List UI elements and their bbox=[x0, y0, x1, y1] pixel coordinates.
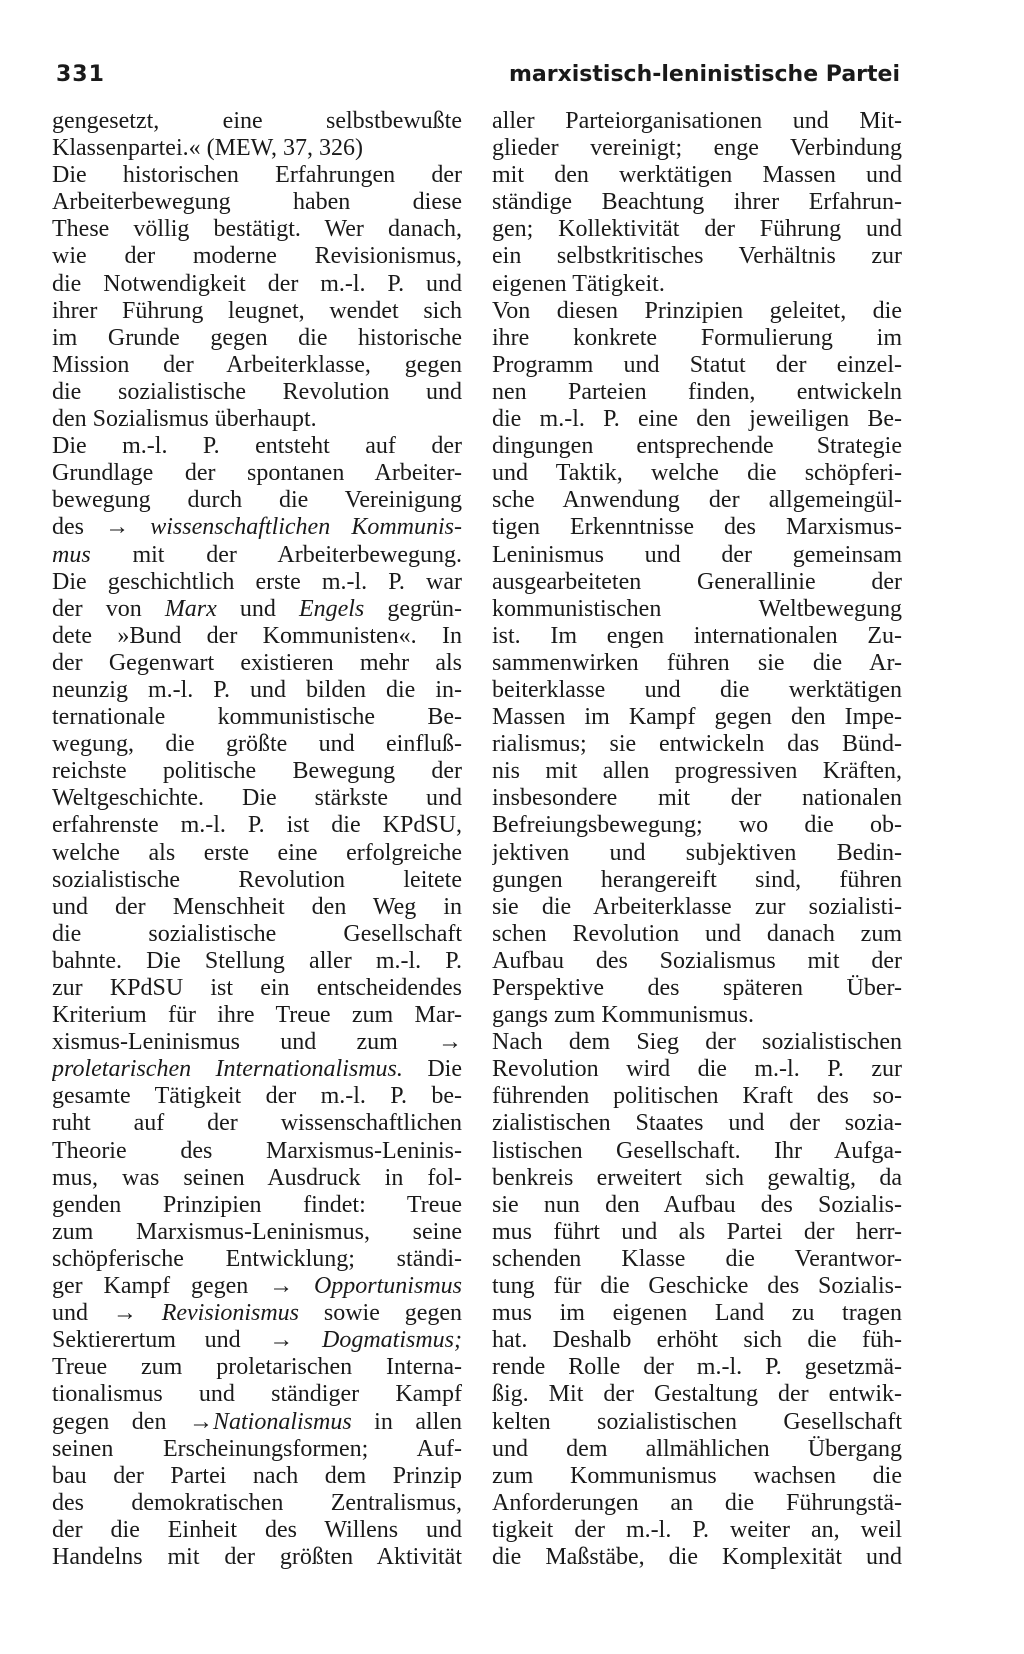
text-segment: schen Revolution und danach zum bbox=[492, 920, 902, 947]
text-line bbox=[52, 1463, 462, 1490]
text-line bbox=[52, 867, 462, 894]
text-line bbox=[52, 650, 462, 677]
text-segment: bau der Partei nach dem Prinzip bbox=[52, 1462, 462, 1489]
text-line bbox=[492, 1409, 902, 1436]
text-line bbox=[492, 921, 902, 948]
text-segment: gesamte Tätigkeit der m.-l. P. be- bbox=[52, 1083, 462, 1110]
italic-term: Marx bbox=[164, 595, 217, 622]
text-line bbox=[492, 271, 902, 298]
text-line bbox=[52, 243, 462, 270]
running-head: marxistisch-leninistische Partei bbox=[508, 62, 900, 87]
text-line bbox=[492, 433, 902, 460]
text-segment: neunzig m.-l. P. und bilden die in- bbox=[52, 676, 462, 703]
text-line bbox=[52, 840, 462, 867]
text-segment: führenden politischen Kraft des so- bbox=[492, 1083, 902, 1110]
text-segment: Grundlage der spontanen Arbeiter- bbox=[52, 460, 462, 487]
text-segment: Handelns mit der größten Aktivität bbox=[52, 1543, 462, 1570]
page-header bbox=[52, 56, 900, 96]
text-line bbox=[492, 894, 902, 921]
text-line bbox=[492, 840, 902, 867]
text-line bbox=[492, 1110, 902, 1137]
text-segment: die Notwendigkeit der m.-l. P. und bbox=[52, 270, 462, 297]
text-segment: ständige Beachtung ihrer Erfahrun- bbox=[492, 189, 902, 216]
text-line bbox=[492, 975, 902, 1002]
text-segment: mit den werktätigen Massen und bbox=[492, 162, 902, 189]
text-segment: der von bbox=[52, 595, 165, 622]
text-segment: wegung, die größte und einfluß- bbox=[52, 731, 462, 758]
text-line bbox=[492, 650, 902, 677]
text-line bbox=[52, 975, 462, 1002]
text-line bbox=[52, 758, 462, 785]
text-line bbox=[492, 1381, 902, 1408]
text-line bbox=[492, 1327, 902, 1354]
text-segment: Sektierertum und → bbox=[52, 1327, 322, 1354]
text-line bbox=[492, 162, 902, 189]
text-segment: Leninismus und der gemeinsam bbox=[492, 541, 902, 568]
text-line bbox=[52, 894, 462, 921]
text-line bbox=[52, 162, 462, 189]
text-segment: kommunistischen Weltbewegung bbox=[492, 595, 902, 622]
text-segment: Befreiungsbewegung; wo die ob- bbox=[492, 812, 902, 839]
text-segment: tung für die Geschicke des Sozialis- bbox=[492, 1273, 902, 1300]
text-segment: nen Parteien finden, entwickeln bbox=[492, 378, 902, 405]
text-segment: erfahrenste m.-l. P. ist die KPdSU, bbox=[52, 812, 462, 839]
text-segment: jektiven und subjektiven Bedin- bbox=[492, 839, 902, 866]
text-segment: Die bbox=[402, 1056, 462, 1083]
text-segment: eigenen Tätigkeit. bbox=[492, 270, 665, 297]
text-line bbox=[492, 1273, 902, 1300]
text-segment: und Taktik, welche die schöpferi- bbox=[492, 460, 902, 487]
text-segment: dingungen entsprechende Strategie bbox=[492, 433, 902, 460]
text-line bbox=[52, 785, 462, 812]
text-segment: ßig. Mit der Gestaltung der entwik- bbox=[492, 1381, 902, 1408]
italic-term: Dogmatismus; bbox=[321, 1327, 462, 1354]
text-segment: mit der Arbeiterbewegung. bbox=[90, 541, 462, 568]
text-line bbox=[492, 704, 902, 731]
text-segment: und dem allmählichen Übergang bbox=[492, 1435, 902, 1462]
text-segment: Die historischen Erfahrungen der bbox=[52, 162, 462, 189]
text-segment: Nach dem Sieg der sozialistischen bbox=[492, 1029, 902, 1056]
text-segment: der Gegenwart existieren mehr als bbox=[52, 649, 462, 676]
text-line bbox=[492, 1002, 902, 1029]
text-line bbox=[52, 1544, 462, 1571]
text-segment: gen; Kollektivität der Führung und bbox=[492, 216, 902, 243]
text-line bbox=[492, 1300, 902, 1327]
text-line bbox=[52, 216, 462, 243]
text-line bbox=[492, 1463, 902, 1490]
text-line bbox=[492, 758, 902, 785]
text-segment: zur KPdSU ist ein entscheidendes bbox=[52, 975, 462, 1001]
text-line bbox=[52, 1029, 462, 1056]
text-segment: wie der moderne Revisionismus, bbox=[52, 243, 462, 270]
text-segment: These völlig bestätigt. Wer danach, bbox=[52, 216, 462, 243]
text-line bbox=[492, 812, 902, 839]
text-line bbox=[492, 108, 902, 135]
text-line bbox=[492, 1436, 902, 1463]
text-segment: benkreis erweitert sich gewaltig, da bbox=[492, 1164, 902, 1191]
text-segment: die Maßstäbe, die Komplexität und bbox=[492, 1543, 902, 1570]
text-segment: der die Einheit des Willens und bbox=[52, 1516, 462, 1543]
text-line bbox=[52, 406, 462, 433]
text-segment: seinen Erscheinungsformen; Auf- bbox=[52, 1435, 462, 1462]
text-segment: bahnte. Die Stellung aller m.-l. P. bbox=[52, 947, 462, 974]
text-line bbox=[52, 623, 462, 650]
text-line bbox=[492, 1165, 902, 1192]
text-line bbox=[492, 1219, 902, 1246]
italic-term: wissenschaftlichen Kommunis- bbox=[150, 514, 462, 541]
text-segment: ein selbstkritisches Verhältnis zur bbox=[492, 243, 902, 270]
text-segment: rialismus; sie entwickeln das Bünd- bbox=[492, 731, 902, 758]
text-segment: die m.-l. P. eine den jeweiligen Be- bbox=[492, 406, 902, 433]
text-line bbox=[492, 1056, 902, 1083]
text-line bbox=[52, 460, 462, 487]
text-line bbox=[492, 596, 902, 623]
text-line bbox=[492, 189, 902, 216]
text-segment: im Grunde gegen die historische bbox=[52, 324, 462, 351]
text-segment: Von diesen Prinzipien geleitet, die bbox=[492, 297, 902, 324]
italic-term: mus bbox=[52, 541, 91, 568]
text-line bbox=[52, 379, 462, 406]
text-line bbox=[52, 1273, 462, 1300]
text-segment: schenden Klasse die Verantwor- bbox=[492, 1245, 902, 1272]
text-line bbox=[492, 623, 902, 650]
text-segment: ihrer Führung leugnet, wendet sich bbox=[52, 297, 462, 324]
text-segment: die sozialistische Gesellschaft bbox=[52, 920, 462, 947]
italic-term: proletarischen Internationalismus. bbox=[52, 1056, 403, 1083]
text-line bbox=[492, 325, 902, 352]
text-column-left bbox=[52, 108, 462, 1571]
text-line bbox=[492, 379, 902, 406]
text-segment: insbesondere mit der nationalen bbox=[492, 785, 902, 812]
text-segment: die sozialistische Revolution und bbox=[52, 378, 462, 405]
text-segment: und → bbox=[52, 1300, 162, 1327]
text-line bbox=[52, 1192, 462, 1219]
text-line bbox=[52, 135, 462, 162]
text-segment: Revolution wird die m.-l. P. zur bbox=[492, 1056, 902, 1083]
text-line bbox=[492, 1029, 902, 1056]
text-line bbox=[52, 1110, 462, 1137]
text-segment: listischen Gesellschaft. Ihr Aufga- bbox=[492, 1137, 902, 1164]
text-segment: mus, was seinen Ausdruck in fol- bbox=[52, 1164, 462, 1191]
text-line bbox=[52, 596, 462, 623]
text-segment: sche Anwendung der allgemeingül- bbox=[492, 487, 902, 514]
text-segment: zum Kommunismus wachsen die bbox=[492, 1462, 902, 1489]
text-line bbox=[492, 1490, 902, 1517]
text-line bbox=[52, 1490, 462, 1517]
text-line bbox=[492, 948, 902, 975]
text-segment: hat. Deshalb erhöht sich die füh- bbox=[492, 1327, 902, 1354]
text-segment: Die geschichtlich erste m.-l. P. war bbox=[52, 568, 462, 595]
text-line bbox=[492, 1138, 902, 1165]
text-segment: Anforderungen an die Führungstä- bbox=[492, 1489, 902, 1516]
text-line bbox=[492, 785, 902, 812]
text-segment: Die m.-l. P. entsteht auf der bbox=[52, 433, 462, 460]
text-line bbox=[52, 1327, 462, 1354]
text-segment: den Sozialismus überhaupt. bbox=[52, 406, 317, 433]
text-line bbox=[52, 189, 462, 216]
text-segment: Arbeiterbewegung haben diese bbox=[52, 189, 462, 216]
text-segment: sie nun den Aufbau des Sozialis- bbox=[492, 1191, 902, 1218]
text-line bbox=[492, 867, 902, 894]
text-segment: mus führt und als Partei der herr- bbox=[492, 1218, 902, 1245]
italic-term: Engels bbox=[298, 595, 365, 622]
text-line bbox=[52, 1300, 462, 1327]
text-line bbox=[52, 325, 462, 352]
text-line bbox=[52, 1517, 462, 1544]
text-line bbox=[52, 298, 462, 325]
text-segment: gegrün- bbox=[364, 595, 462, 622]
text-segment: mus im eigenen Land zu tragen bbox=[492, 1300, 902, 1327]
text-line bbox=[492, 352, 902, 379]
text-line bbox=[52, 514, 462, 541]
text-segment: gengesetzt, eine selbstbewußte bbox=[52, 108, 462, 134]
text-line bbox=[492, 298, 902, 325]
text-segment: und der Menschheit den Weg in bbox=[52, 893, 462, 920]
text-segment: zum Marxismus-Leninismus, seine bbox=[52, 1218, 462, 1245]
text-segment: tionalismus und ständiger Kampf bbox=[52, 1381, 462, 1408]
text-line bbox=[52, 704, 462, 731]
text-line bbox=[492, 731, 902, 758]
text-segment: Klassenpartei.« (MEW, 37, 326) bbox=[52, 135, 364, 162]
text-line bbox=[52, 1056, 462, 1083]
text-line bbox=[492, 1246, 902, 1273]
text-line bbox=[52, 1246, 462, 1273]
text-segment: zialistischen Staates und der sozia- bbox=[492, 1110, 902, 1137]
text-segment: Mission der Arbeiterklasse, gegen bbox=[52, 351, 462, 378]
text-line bbox=[52, 542, 462, 569]
page-number: 331 bbox=[56, 62, 105, 87]
text-segment: tigen Erkenntnisse des Marxismus- bbox=[492, 514, 902, 541]
text-segment: welche als erste eine erfolgreiche bbox=[52, 839, 462, 866]
text-line bbox=[52, 1381, 462, 1408]
text-segment: tigkeit der m.-l. P. weiter an, weil bbox=[492, 1516, 902, 1543]
text-line bbox=[52, 677, 462, 704]
text-segment: xismus-Leninismus und zum → bbox=[52, 1029, 462, 1056]
text-segment: ist. Im engen internationalen Zu- bbox=[492, 622, 902, 649]
text-segment: sie die Arbeiterklasse zur sozialisti- bbox=[492, 893, 902, 920]
text-line bbox=[52, 812, 462, 839]
text-line bbox=[492, 542, 902, 569]
text-segment: ruht auf der wissenschaftlichen bbox=[52, 1110, 462, 1137]
text-line bbox=[492, 1544, 902, 1571]
text-segment: in allen bbox=[351, 1408, 462, 1435]
text-segment: Weltgeschichte. Die stärkste und bbox=[52, 785, 462, 812]
text-line bbox=[492, 1192, 902, 1219]
text-line bbox=[52, 1165, 462, 1192]
text-segment: nis mit allen progressiven Kräften, bbox=[492, 758, 902, 785]
text-segment: ternationale kommunistische Be- bbox=[52, 704, 462, 731]
text-line bbox=[492, 487, 902, 514]
text-line bbox=[52, 731, 462, 758]
text-segment: gangs zum Kommunismus. bbox=[492, 1002, 754, 1029]
text-line bbox=[52, 1083, 462, 1110]
text-segment: Kriterium für ihre Treue zum Mar- bbox=[52, 1002, 462, 1029]
text-line bbox=[492, 514, 902, 541]
text-line bbox=[52, 1436, 462, 1463]
text-segment: kelten sozialistischen Gesellschaft bbox=[492, 1408, 902, 1435]
text-segment: sozialistische Revolution leitete bbox=[52, 866, 462, 893]
text-line bbox=[52, 948, 462, 975]
text-segment: des → bbox=[52, 514, 151, 541]
text-segment: Massen im Kampf gegen den Impe- bbox=[492, 704, 902, 731]
text-segment: schöpferische Entwicklung; ständi- bbox=[52, 1245, 462, 1272]
text-line bbox=[492, 406, 902, 433]
text-column-right bbox=[492, 108, 902, 1571]
text-segment: ihre konkrete Formulierung im bbox=[492, 324, 902, 351]
text-line bbox=[492, 677, 902, 704]
text-segment: gegen den → bbox=[52, 1408, 213, 1435]
text-segment: Theorie des Marxismus-Leninis- bbox=[52, 1137, 462, 1164]
text-line bbox=[492, 243, 902, 270]
text-segment: glieder vereinigt; enge Verbindung bbox=[492, 135, 902, 162]
text-segment: ausgearbeiteten Generallinie der bbox=[492, 568, 902, 595]
text-segment: aller Parteiorganisationen und Mit- bbox=[492, 108, 902, 134]
italic-term: Opportunismus bbox=[313, 1273, 462, 1300]
text-segment: gungen herangereift sind, führen bbox=[492, 866, 902, 893]
italic-term: Nationalismus bbox=[212, 1408, 352, 1435]
text-line bbox=[52, 1409, 462, 1436]
text-line bbox=[52, 433, 462, 460]
text-segment: dete »Bund der Kommunisten«. In bbox=[52, 622, 462, 649]
text-segment: Programm und Statut der einzel- bbox=[492, 351, 902, 378]
text-segment: bewegung durch die Vereinigung bbox=[52, 487, 462, 514]
text-segment: sowie gegen bbox=[299, 1300, 462, 1327]
text-line bbox=[492, 1354, 902, 1381]
text-segment: beiterklasse und die werktätigen bbox=[492, 676, 902, 703]
text-segment: sammenwirken führen sie die Ar- bbox=[492, 649, 902, 676]
text-line bbox=[52, 1138, 462, 1165]
italic-term: Revisionismus bbox=[161, 1300, 300, 1327]
text-line bbox=[52, 921, 462, 948]
text-segment: ger Kampf gegen → bbox=[52, 1273, 314, 1300]
text-segment: Perspektive des späteren Über- bbox=[492, 975, 902, 1001]
text-line bbox=[492, 1083, 902, 1110]
text-segment: rende Rolle der m.-l. P. gesetzmä- bbox=[492, 1354, 902, 1381]
text-segment: Treue zum proletarischen Interna- bbox=[52, 1354, 462, 1381]
text-segment: reichste politische Bewegung der bbox=[52, 758, 462, 785]
text-line bbox=[52, 1354, 462, 1381]
text-line bbox=[492, 460, 902, 487]
text-line bbox=[492, 216, 902, 243]
text-line bbox=[52, 1002, 462, 1029]
text-line bbox=[492, 135, 902, 162]
text-line bbox=[52, 487, 462, 514]
text-segment: des demokratischen Zentralismus, bbox=[52, 1489, 462, 1516]
text-segment: genden Prinzipien findet: Treue bbox=[52, 1191, 462, 1218]
text-segment: und bbox=[216, 595, 299, 622]
text-line bbox=[492, 1517, 902, 1544]
text-line bbox=[52, 569, 462, 596]
text-line bbox=[52, 1219, 462, 1246]
text-line bbox=[52, 352, 462, 379]
text-line bbox=[52, 108, 462, 135]
text-line bbox=[52, 271, 462, 298]
text-line bbox=[492, 569, 902, 596]
text-segment: Aufbau des Sozialismus mit der bbox=[492, 947, 902, 974]
